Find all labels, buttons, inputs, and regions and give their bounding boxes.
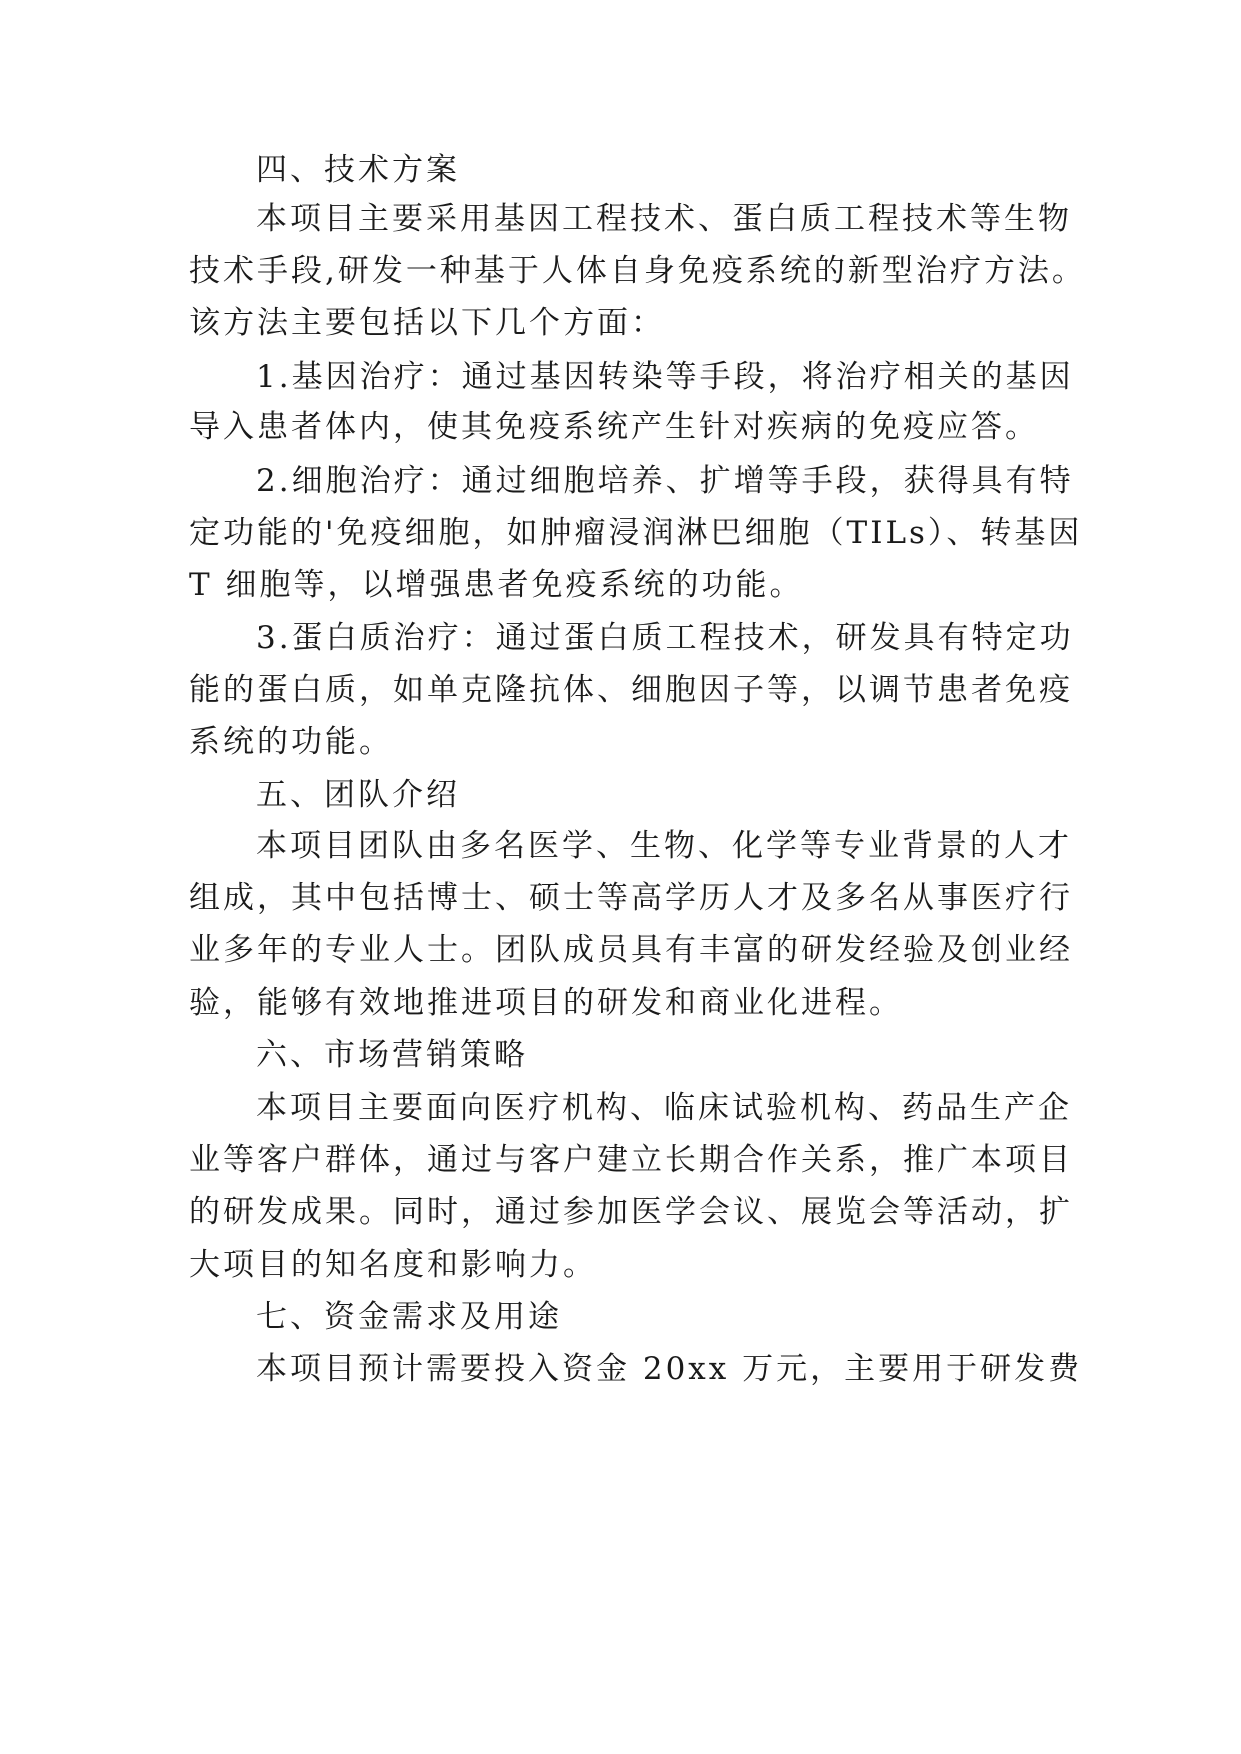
- paragraph-line: 本项目预计需要投入资金 20xx 万元，主要用于研发费: [256, 1351, 1083, 1387]
- paragraph-line: T 细胞等，以增强患者免疫系统的功能。: [189, 567, 804, 603]
- paragraph-line: 导入患者体内，使其免疫系统产生针对疾病的免疫应答。: [189, 409, 1039, 445]
- paragraph-line: 定功能的'免疫细胞，如肿瘤浸润淋巴细胞（TILs）、转基因: [189, 515, 1083, 551]
- paragraph-line: 系统的功能。: [189, 724, 393, 760]
- paragraph-line: 本项目主要采用基因工程技术、蛋白质工程技术等生物: [256, 201, 1072, 237]
- section-heading-funding: 七、资金需求及用途: [256, 1299, 562, 1335]
- section-heading-technical-plan: 四、技术方案: [256, 152, 460, 188]
- list-item-cell-therapy: 2.细胞治疗：通过细胞培养、扩增等手段，获得具有特: [256, 463, 1074, 499]
- section-heading-team: 五、团队介绍: [256, 777, 460, 813]
- paragraph-line: 大项目的知名度和影响力。: [189, 1247, 597, 1283]
- paragraph-line: 验，能够有效地推进项目的研发和商业化进程。: [189, 985, 903, 1021]
- paragraph-line: 该方法主要包括以下几个方面：: [189, 305, 665, 341]
- paragraph-line: 技术手段,研发一种基于人体自身免疫系统的新型治疗方法。: [189, 253, 1086, 289]
- paragraph-line: 组成，其中包括博士、硕士等高学历人才及多名从事医疗行: [189, 880, 1073, 916]
- paragraph-line: 本项目团队由多名医学、生物、化学等专业背景的人才: [256, 828, 1072, 864]
- section-heading-marketing: 六、市场营销策略: [256, 1037, 528, 1073]
- paragraph-line: 的研发成果。同时，通过参加医学会议、展览会等活动，扩: [189, 1194, 1073, 1230]
- paragraph-line: 本项目主要面向医疗机构、临床试验机构、药品生产企: [256, 1090, 1072, 1126]
- paragraph-line: 业等客户群体，通过与客户建立长期合作关系，推广本项目: [189, 1142, 1073, 1178]
- list-item-gene-therapy: 1.基因治疗：通过基因转染等手段，将治疗相关的基因: [256, 359, 1074, 395]
- list-item-protein-therapy: 3.蛋白质治疗：通过蛋白质工程技术，研发具有特定功: [256, 620, 1074, 656]
- paragraph-line: 能的蛋白质，如单克隆抗体、细胞因子等，以调节患者免疫: [189, 672, 1073, 708]
- paragraph-line: 业多年的专业人士。团队成员具有丰富的研发经验及创业经: [189, 932, 1073, 968]
